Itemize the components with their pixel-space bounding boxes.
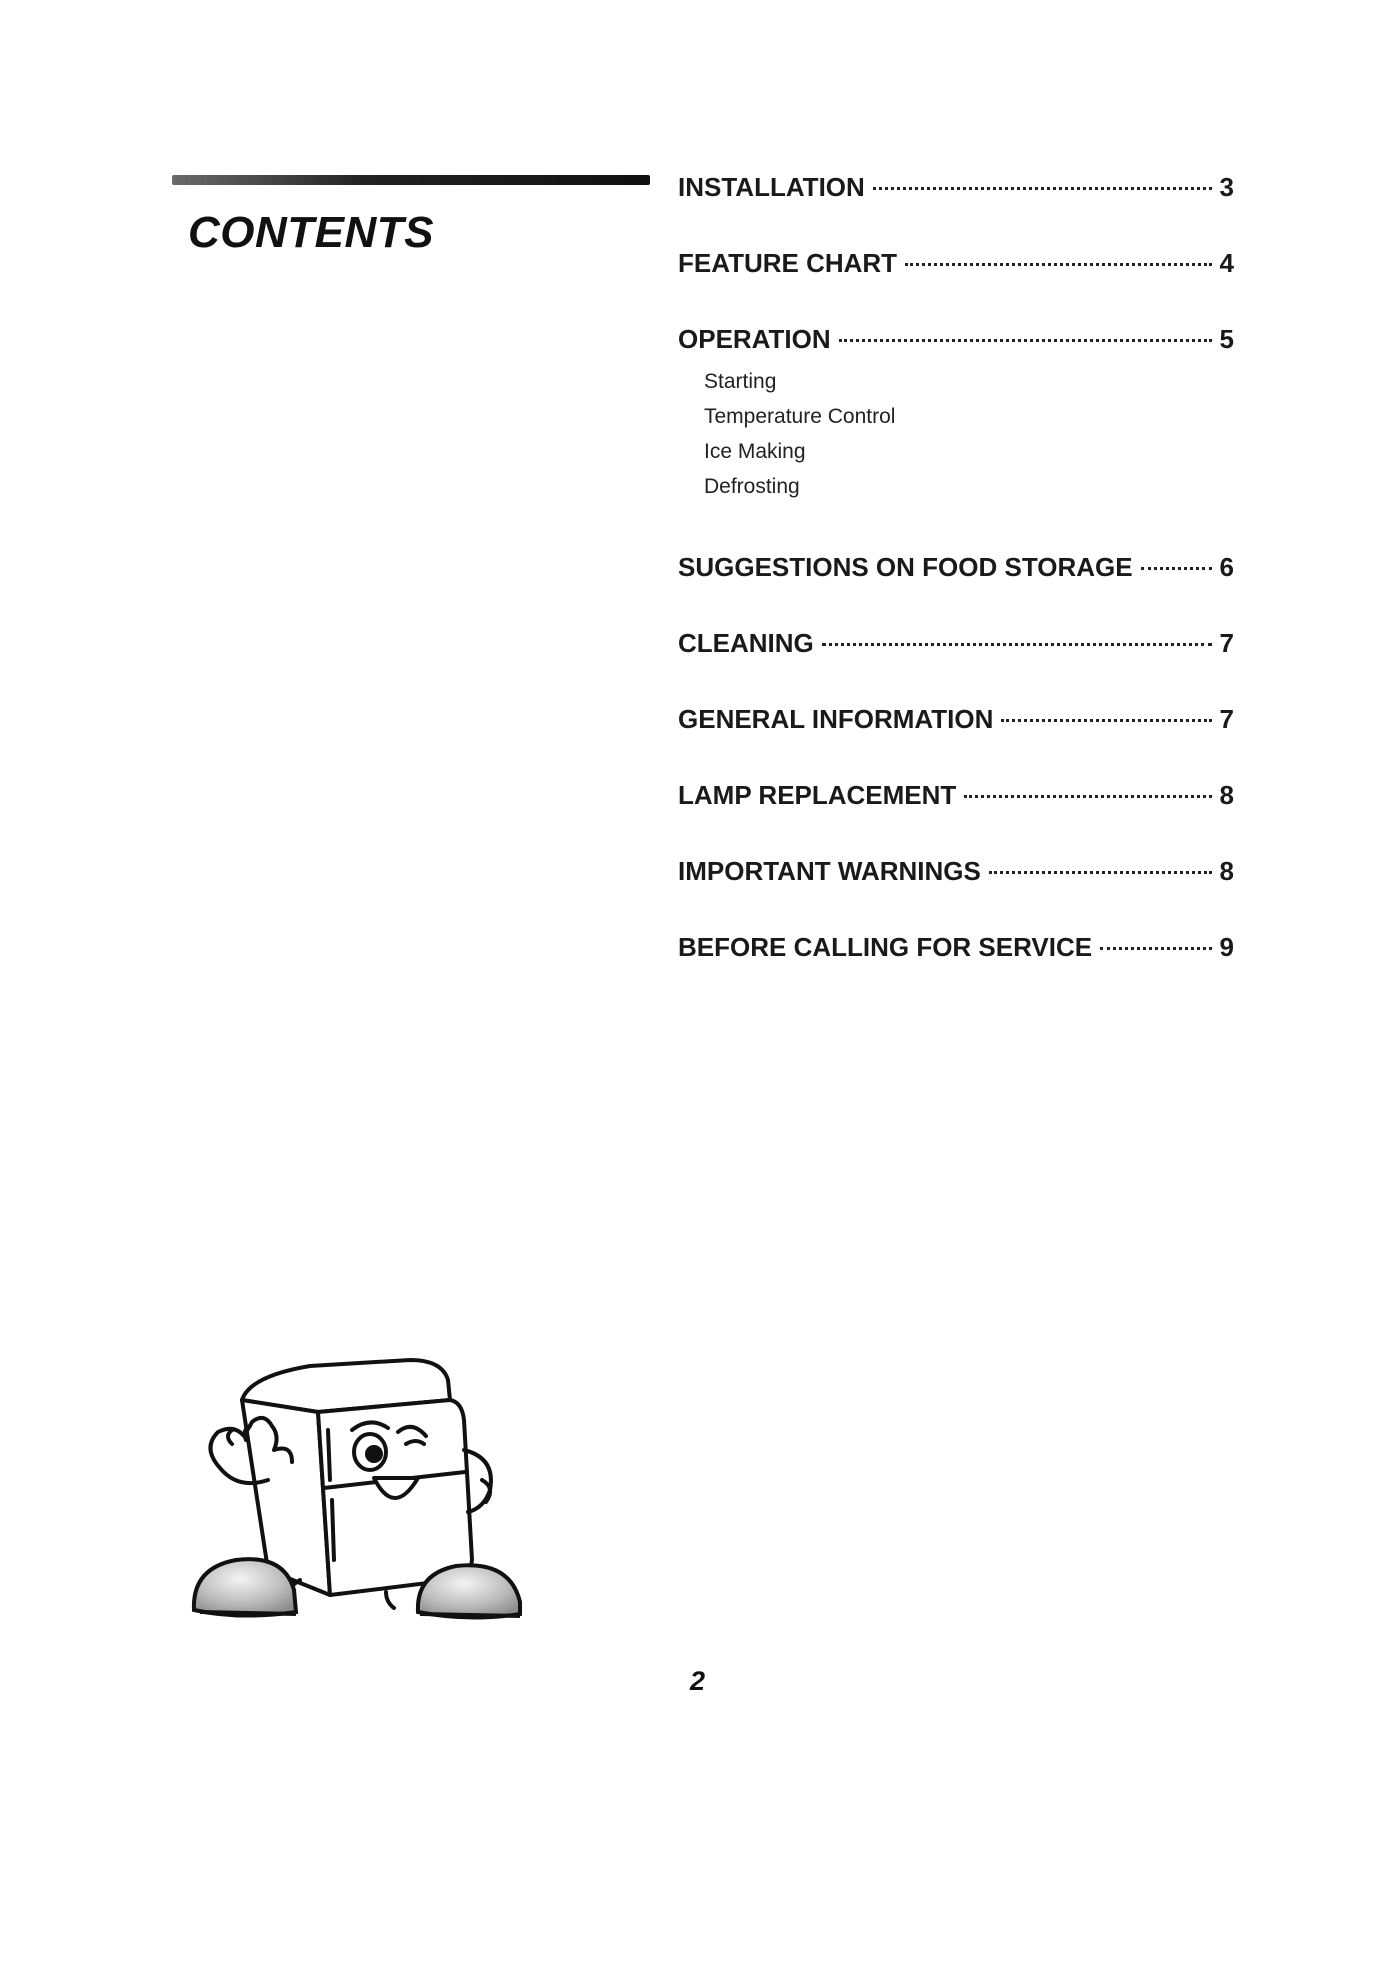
toc-entry-title: BEFORE CALLING FOR SERVICE <box>678 932 1093 962</box>
toc-entry-feature-chart[interactable] <box>678 248 1234 284</box>
toc-subitem-starting[interactable]: Starting <box>704 370 777 393</box>
toc-leader-dots <box>989 871 1212 874</box>
toc-entry-food-storage[interactable] <box>678 552 1234 588</box>
toc-entry-operation[interactable] <box>678 324 1234 360</box>
toc-entry-title: IMPORTANT WARNINGS <box>678 856 981 886</box>
toc-entry-before-calling-service[interactable] <box>678 932 1234 968</box>
toc-leader-dots <box>873 187 1212 190</box>
toc-entry-title: SUGGESTIONS ON FOOD STORAGE <box>678 552 1133 582</box>
toc-entry-title: INSTALLATION <box>678 172 865 202</box>
toc-entry-page: 7 <box>1219 628 1234 658</box>
toc-subitem-defrosting[interactable]: Defrosting <box>704 475 800 498</box>
refrigerator-mascot-icon <box>180 1340 550 1630</box>
page-number: 2 <box>690 1666 706 1696</box>
toc-leader-dots <box>1100 947 1211 950</box>
toc-entry-page: 7 <box>1219 704 1234 734</box>
toc-entry-page: 3 <box>1219 172 1234 202</box>
toc-entry-page: 8 <box>1219 780 1234 810</box>
toc-entry-installation[interactable] <box>678 172 1234 208</box>
toc-entry-page: 9 <box>1219 932 1234 962</box>
toc-leader-dots <box>964 795 1211 798</box>
toc-leader-dots <box>905 263 1211 266</box>
header-rule <box>172 175 650 185</box>
toc-entry-page: 8 <box>1219 856 1234 886</box>
toc-entry-page: 6 <box>1219 552 1234 582</box>
toc-entry-general-information[interactable] <box>678 704 1234 740</box>
toc-entry-title: FEATURE CHART <box>678 248 898 278</box>
toc-subitem-ice-making[interactable]: Ice Making <box>704 440 806 463</box>
toc-entry-title: CLEANING <box>678 628 814 658</box>
toc-leader-dots <box>822 643 1212 646</box>
toc-entry-page: 5 <box>1219 324 1234 354</box>
page-title: CONTENTS <box>188 208 434 257</box>
toc-entry-important-warnings[interactable] <box>678 856 1234 892</box>
toc-entry-title: LAMP REPLACEMENT <box>678 780 957 810</box>
toc-entry-title: OPERATION <box>678 324 831 354</box>
toc-entry-cleaning[interactable] <box>678 628 1234 664</box>
toc-leader-dots <box>1001 719 1211 722</box>
toc-entry-page: 4 <box>1219 248 1234 278</box>
toc-entry-lamp-replacement[interactable] <box>678 780 1234 816</box>
toc-entry-title: GENERAL INFORMATION <box>678 704 994 734</box>
toc-leader-dots <box>1141 567 1212 570</box>
toc-leader-dots <box>839 339 1212 342</box>
toc-subitem-temperature-control[interactable]: Temperature Control <box>704 405 896 428</box>
